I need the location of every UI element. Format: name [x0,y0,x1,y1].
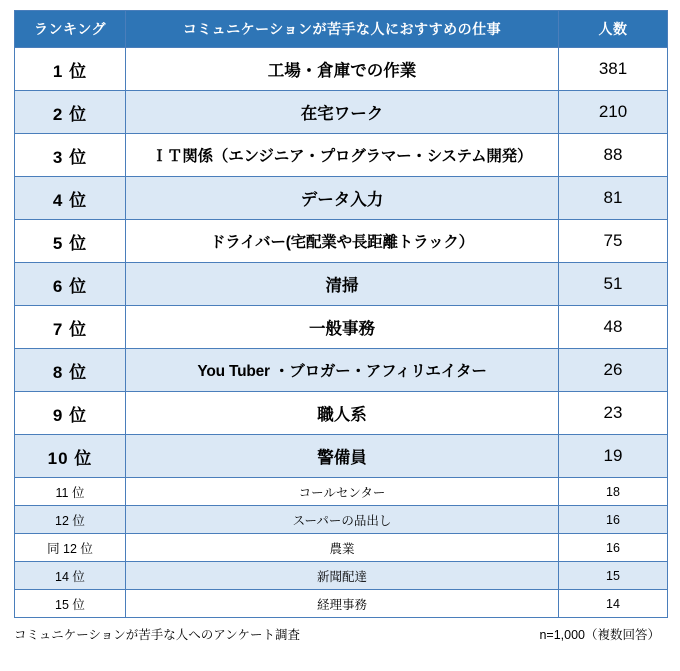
table-row [15,177,668,220]
cell-job: 工場・倉庫での作業 [126,48,559,91]
cell-rank: 9 位 [15,392,126,435]
cell-rank: 4 位 [15,177,126,220]
cell-job: 経理事務 [126,590,559,618]
cell-rank: 同 12 位 [15,534,126,562]
survey-note: コミュニケーションが苦手な人へのアンケート調査 [14,628,301,642]
column-header-count: 人数 [559,11,668,48]
cell-job: 農業 [126,534,559,562]
cell-job: 職人系 [126,392,559,435]
cell-job: 在宅ワーク [126,91,559,134]
cell-job: ＩＴ関係（エンジニア・プログラマー・システム開発） [126,134,559,177]
cell-rank: 11 位 [15,478,126,506]
cell-count: 48 [559,306,668,349]
cell-job: 一般事務 [126,306,559,349]
table-row [15,306,668,349]
cell-count: 23 [559,392,668,435]
cell-count: 81 [559,177,668,220]
table-row [15,91,668,134]
table-row [15,134,668,177]
cell-job: コールセンター [126,478,559,506]
table-header-row [15,11,668,48]
cell-job: 清掃 [126,263,559,306]
table-row [15,534,668,562]
cell-rank: 6 位 [15,263,126,306]
cell-rank: 15 位 [15,590,126,618]
sample-size-note: n=1,000（複数回答） [539,628,660,642]
cell-count: 16 [559,506,668,534]
cell-count: 16 [559,534,668,562]
cell-count: 14 [559,590,668,618]
table-row [15,349,668,392]
cell-rank: 7 位 [15,306,126,349]
cell-job: 警備員 [126,435,559,478]
cell-rank: 5 位 [15,220,126,263]
cell-count: 88 [559,134,668,177]
cell-count: 19 [559,435,668,478]
ranking-table [14,10,668,618]
cell-rank: 1 位 [15,48,126,91]
table-row [15,392,668,435]
cell-job: ドライバー(宅配業や長距離トラック） [126,220,559,263]
column-header-rank: ランキング [15,11,126,48]
table-row [15,562,668,590]
cell-job: 新聞配達 [126,562,559,590]
cell-job: You Tuber ・ブロガー・アフィリエイター [126,349,559,392]
table-row [15,478,668,506]
cell-rank: 2 位 [15,91,126,134]
column-header-job: コミュニケーションが苦手な人におすすめの仕事 [126,11,559,48]
cell-rank: 3 位 [15,134,126,177]
cell-count: 15 [559,562,668,590]
table-row [15,220,668,263]
cell-job: スーパーの品出し [126,506,559,534]
cell-job: データ入力 [126,177,559,220]
table-row [15,506,668,534]
table-body [15,48,668,618]
table-header [15,11,668,48]
cell-count: 75 [559,220,668,263]
cell-rank: 14 位 [15,562,126,590]
table-row [15,590,668,618]
cell-count: 26 [559,349,668,392]
table-row [15,48,668,91]
cell-rank: 12 位 [15,506,126,534]
table-row [15,435,668,478]
cell-rank: 10 位 [15,435,126,478]
cell-count: 210 [559,91,668,134]
table-footer [14,625,666,643]
cell-count: 381 [559,48,668,91]
cell-count: 51 [559,263,668,306]
cell-count: 18 [559,478,668,506]
table-row [15,263,668,306]
cell-rank: 8 位 [15,349,126,392]
